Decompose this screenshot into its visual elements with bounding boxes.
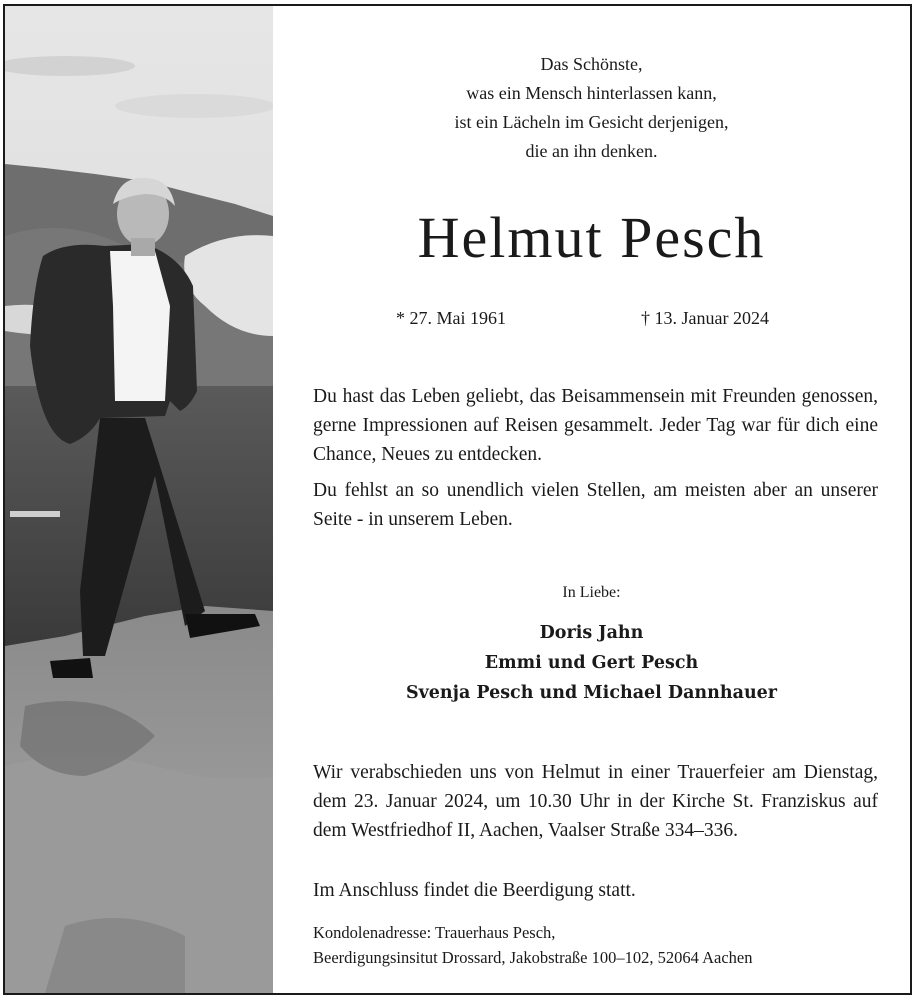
- birth-date: * 27. Mai 1961: [396, 308, 506, 328]
- condolence-line-1: Kondolenadresse: Trauerhaus Pesch,: [313, 923, 556, 942]
- tribute-paragraph-2: Du fehlst an so unendlich vielen Stellen, am meisten aber an unserer Seite - in unserem Leben.: [313, 480, 878, 530]
- poem-line: Das Schönste,: [540, 54, 643, 74]
- mourner-name: Svenja Pesch und Michael Dannhauer: [405, 683, 778, 703]
- ceremony-paragraph: Wir verabschieden uns von Helmut in einer Trauerfeier am Dienstag, dem 23. Januar 2024, um 10.30 Uhr in der Kirche St. Franziskus auf dem Westfriedhof II, Aachen, Vaalser Straße 334–336.: [313, 762, 878, 841]
- obituary-frame: [3, 4, 912, 995]
- mourner-name: Doris Jahn: [539, 623, 644, 643]
- obituary-text: [273, 6, 910, 993]
- burial-note: Im Anschluss findet die Beerdigung statt.: [313, 880, 636, 901]
- deceased-name: Helmut Pesch: [417, 205, 766, 270]
- mourner-name: Emmi und Gert Pesch: [484, 653, 699, 673]
- condolence-line-2: Beerdigungsinsitut Drossard, Jakobstraße 100–102, 52064 Aachen: [313, 948, 753, 967]
- poem-line: ist ein Lächeln im Gesicht derjenigen,: [454, 112, 729, 132]
- mourners-intro: In Liebe:: [562, 584, 621, 601]
- death-date: † 13. Januar 2024: [641, 308, 769, 328]
- poem: [273, 50, 910, 166]
- tribute-paragraph-1: Du hast das Leben geliebt, das Beisammensein mit Freunden genossen, gerne Impressionen auf Reisen gesammelt. Jeder Tag war für dich eine Chance, Neues zu entdecken.: [313, 386, 878, 465]
- condolence-address: [313, 920, 883, 970]
- poem-line: was ein Mensch hinterlassen kann,: [466, 83, 717, 103]
- portrait-photo: [5, 6, 273, 993]
- poem-line: die an ihn denken.: [525, 141, 658, 161]
- life-dates: [273, 308, 910, 334]
- mourners-list: [273, 618, 910, 708]
